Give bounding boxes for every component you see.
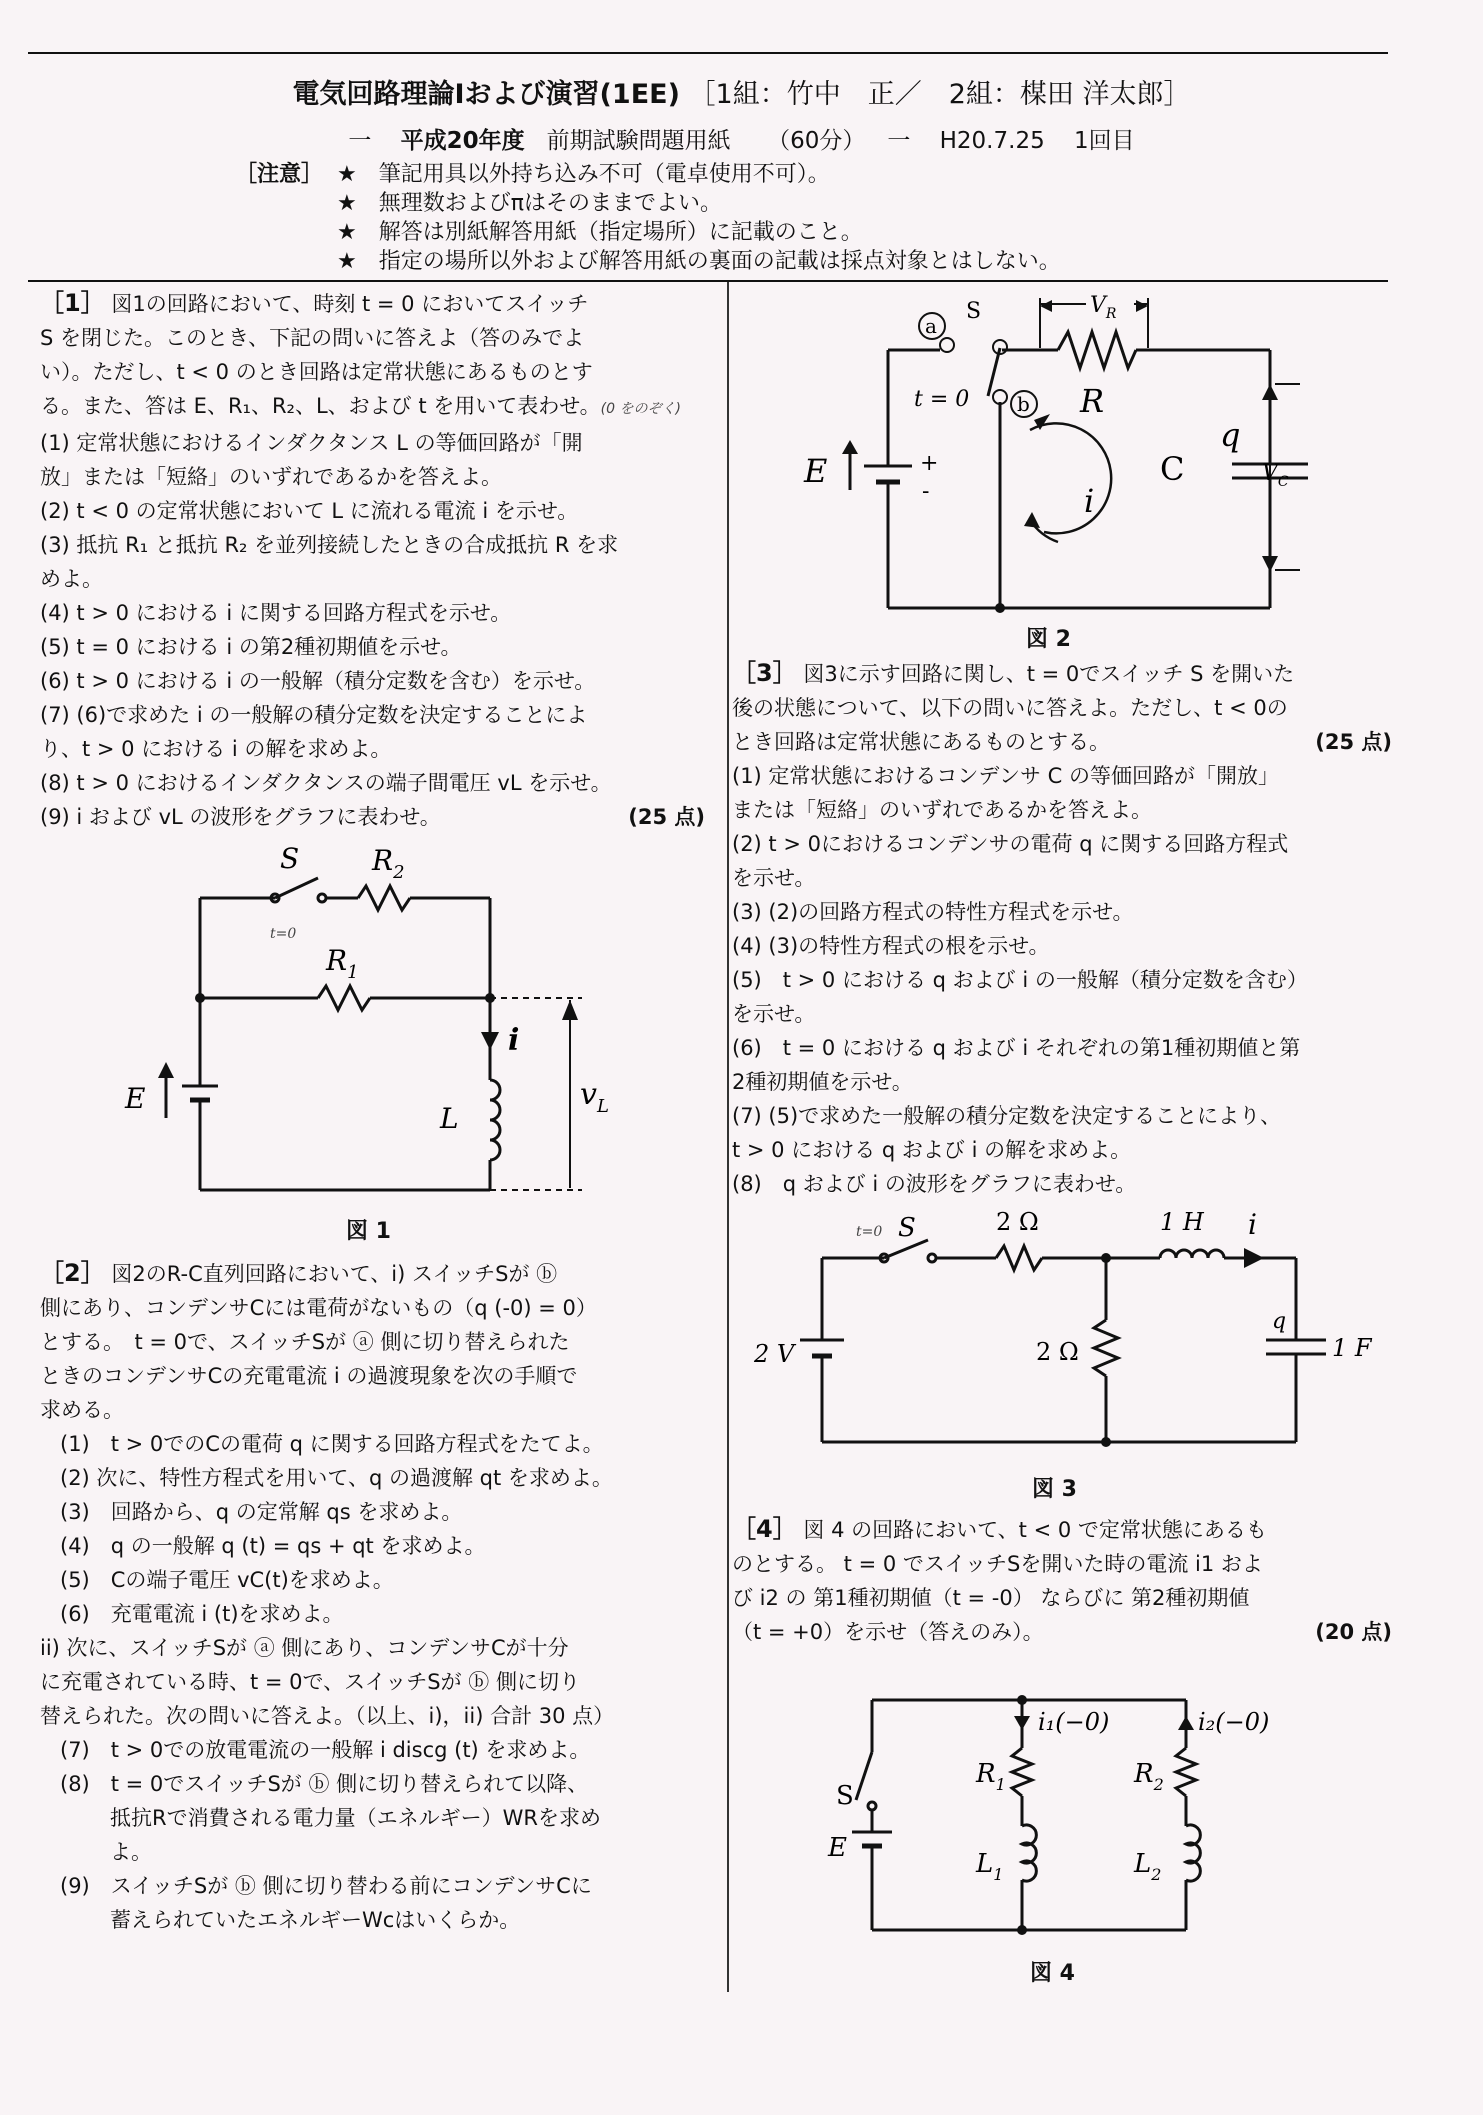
q1-intro-line: い）。ただし、t < 0 のとき回路は定常状態にあるものとす bbox=[40, 360, 593, 384]
q1-item: (1) 定常状態におけるインダクタンス L の等価回路が「開 bbox=[40, 431, 583, 455]
q3-item: を示せ。 bbox=[732, 1002, 816, 1026]
q4-intro-line: ［4］ 図 4 の回路において、t < 0 で定常状態にあるも bbox=[732, 1515, 1267, 1543]
q2-item: (9) スイッチSが ⓑ 側に切り替わる前にコンデンサCに bbox=[60, 1874, 592, 1898]
fig1-label-l: L bbox=[440, 1102, 459, 1135]
note-item: ★ 解答は別紙解答用紙（指定場所）に記載のこと。 bbox=[337, 220, 863, 245]
q2-part2-line: ii) 次に、スイッチSが ⓐ 側にあり、コンデンサCが十分 bbox=[40, 1636, 569, 1660]
figure-1-caption: 図 1 bbox=[346, 1219, 391, 1244]
q4-intro-line: （t = +0）を示せ（答えのみ）。 (20 点) bbox=[732, 1615, 1392, 1649]
subtitle-prefix: 一 bbox=[348, 128, 372, 154]
q2-number: ［2］ bbox=[40, 1259, 105, 1287]
fig1-label-s: S bbox=[280, 842, 300, 875]
fig2-label-e: E bbox=[804, 452, 828, 490]
q2-item: (8) t = 0でスイッチSが ⓑ 側に切り替えられて以降、 bbox=[60, 1772, 589, 1796]
q1-intro-line: る。また、答は E、R₁、R₂、L、および t を用いて表わせ。(0 をのぞく) bbox=[40, 394, 681, 418]
q3-points: (25 点) bbox=[1315, 730, 1392, 754]
q4-intro-line: び i2 の 第1種初期値（t = -0） ならびに 第2種初期値 bbox=[732, 1586, 1250, 1610]
q3-item: (7) (5)で求めた一般解の積分定数を決定することにより、 bbox=[732, 1104, 1282, 1128]
fig4-label-i1: i₁(−0) bbox=[1038, 1708, 1110, 1736]
q1-item: (8) t > 0 におけるインダクタンスの端子間電圧 vL を示せ。 bbox=[40, 771, 612, 795]
note-item: ★ 筆記用具以外持ち込み不可（電卓使用不可）。 bbox=[337, 162, 830, 187]
exam-duration: （60分） bbox=[767, 128, 866, 154]
q2-intro-line: ［2］ 図2のR-C直列回路において、i) スイッチSが ⓑ bbox=[40, 1259, 558, 1287]
fig2-label-a: a bbox=[925, 314, 937, 338]
q2-intro-line: ときのコンデンサCの充電電流 i の過渡現象を次の手順で bbox=[40, 1364, 578, 1388]
q2-intro-line: 側にあり、コンデンサCには電荷がないもの（q (-0) = 0） bbox=[40, 1296, 597, 1320]
q1-item: 放」または「短絡」のいずれであるかを答えよ。 bbox=[40, 465, 502, 489]
exam-term: 前期試験問題用紙 bbox=[546, 128, 731, 154]
q2-intro-line: とする。 t = 0で、スイッチSが ⓐ 側に切り替えられた bbox=[40, 1330, 570, 1354]
q3-intro-line: ［3］ 図3に示す回路に関し、t = 0でスイッチ S を開いた bbox=[732, 659, 1295, 687]
subtitle-dash: 一 bbox=[887, 128, 911, 154]
q2-item: (3) 回路から、q の定常解 qs を求めよ。 bbox=[60, 1500, 463, 1524]
fig3-label-s: S bbox=[898, 1213, 916, 1243]
fig3-label-t0: t=0 bbox=[856, 1224, 883, 1240]
fig2-label-q: q bbox=[1220, 416, 1241, 454]
fig3-label-r2: 2 Ω bbox=[1036, 1338, 1079, 1366]
handwritten-annotation: (0 をのぞく) bbox=[600, 401, 681, 417]
figure-2-caption: 図 2 bbox=[1026, 627, 1071, 652]
fig3-label-v: 2 V bbox=[754, 1340, 795, 1368]
fig2-label-t0: t = 0 bbox=[914, 387, 970, 412]
fig4-label-l2: $L_2$ bbox=[1134, 1849, 1162, 1884]
fig4-label-e: E bbox=[828, 1833, 847, 1863]
note-item: ★ 無理数およびπはそのままでよい。 bbox=[337, 191, 722, 216]
q2-intro-line: 求める。 bbox=[40, 1398, 124, 1422]
fig1-label-r2: $R_2$ bbox=[372, 844, 405, 883]
q1-number: ［1］ bbox=[40, 289, 105, 317]
q2-item: (5) Cの端子電圧 vC(t)を求めよ。 bbox=[60, 1568, 394, 1592]
exam-date: H20.7.25 bbox=[939, 128, 1045, 154]
q3-intro-line: 後の状態について、以下の問いに答えよ。ただし、t < 0の bbox=[732, 696, 1288, 720]
fig2-label-plus: + bbox=[920, 451, 939, 476]
q1-item: (6) t > 0 における i の一般解（積分定数を含む）を示せ。 bbox=[40, 669, 596, 693]
fig1-label-i: i bbox=[508, 1023, 520, 1058]
q2-part2-line: に充電されている時、t = 0で、スイッチSが ⓑ 側に切り bbox=[40, 1670, 580, 1694]
q1-item: り、t > 0 における i の解を求めよ。 bbox=[40, 737, 392, 761]
q3-item: (4) (3)の特性方程式の根を示せ。 bbox=[732, 934, 1050, 958]
fig2-label-vc: $V_C$ bbox=[1262, 461, 1289, 490]
fig2-label-vr: $V_R$ bbox=[1090, 293, 1117, 322]
fig2-label-s: S bbox=[966, 299, 982, 324]
q2-item: (1) t > 0でのCの電荷 q に関する回路方程式をたてよ。 bbox=[60, 1432, 604, 1456]
q3-item: を示せ。 bbox=[732, 866, 816, 890]
fig3-label-l: 1 H bbox=[1160, 1208, 1204, 1236]
q3-item: t > 0 における q および i の解を求めよ。 bbox=[732, 1138, 1132, 1162]
fig1-label-t0: t=0 bbox=[270, 926, 297, 942]
q1-intro-line: S を閉じた。このとき、下記の問いに答えよ（答のみでよ bbox=[40, 326, 585, 350]
fig3-label-q: q bbox=[1272, 1309, 1287, 1334]
q3-item: (1) 定常状態におけるコンデンサ C の等価回路が「開放」 bbox=[732, 764, 1280, 788]
q4-intro-line: のとする。 t = 0 でスイッチSを開いた時の電流 i1 およ bbox=[732, 1552, 1263, 1576]
q1-item: (4) t > 0 における i に関する回路方程式を示せ。 bbox=[40, 601, 512, 625]
q3-item: (3) (2)の回路方程式の特性方程式を示せ。 bbox=[732, 900, 1134, 924]
fig3-label-r1: 2 Ω bbox=[996, 1208, 1039, 1236]
q2-item: 蓄えられていたエネルギーWcはいくらか。 bbox=[110, 1908, 521, 1932]
note-item: ★ 指定の場所以外および解答用紙の裏面の記載は採点対象とはしない。 bbox=[337, 249, 1061, 274]
q3-item: (2) t > 0におけるコンデンサの電荷 q に関する回路方程式 bbox=[732, 832, 1289, 856]
notes-label: ［注意］ bbox=[235, 162, 324, 187]
fig4-label-l1: $L_1$ bbox=[976, 1849, 1004, 1884]
fig2-label-r: R bbox=[1080, 382, 1105, 420]
fig2-label-b: b bbox=[1017, 392, 1030, 416]
figure-3-caption: 図 3 bbox=[1032, 1477, 1077, 1502]
q4-number: ［4］ bbox=[732, 1515, 797, 1543]
q2-item: 抵抗Rで消費される電力量（エネルギー）WRを求め bbox=[110, 1806, 601, 1830]
q3-item: (5) t > 0 における q および i の一般解（積分定数を含む） bbox=[732, 968, 1308, 992]
q2-item: よ。 bbox=[110, 1840, 152, 1864]
q2-item: (6) 充電電流 i (t)を求めよ。 bbox=[60, 1602, 344, 1626]
q1-points: (25 点) bbox=[628, 805, 705, 829]
fig2-label-c: C bbox=[1160, 450, 1185, 488]
q1-item: (5) t = 0 における i の第2種初期値を示せ。 bbox=[40, 635, 462, 659]
fig2-label-minus: - bbox=[922, 479, 930, 504]
q2-item: (4) q の一般解 q (t) = qs + qt を求めよ。 bbox=[60, 1534, 486, 1558]
fig3-label-c: 1 F bbox=[1332, 1334, 1372, 1362]
fig3-label-i: i bbox=[1248, 1208, 1257, 1241]
course-title: 電気回路理論Ⅰおよび演習(1EE) bbox=[292, 79, 680, 110]
q1-item: (7) (6)で求めた i の一般解の積分定数を決定することによ bbox=[40, 703, 588, 727]
exam-year: 平成20年度 bbox=[400, 128, 525, 154]
q2-part2-line: 替えられた。次の問いに答えよ。（以上、i)，ii) 合計 30 点） bbox=[40, 1704, 615, 1728]
fig4-label-r1: $R_1$ bbox=[976, 1759, 1006, 1794]
q2-item: (7) t > 0での放電電流の一般解 i discg (t) を求めよ。 bbox=[60, 1738, 591, 1762]
instructors: ［1組：竹中 正／ 2組：楳田 洋太郎］ bbox=[688, 79, 1191, 110]
q3-item: または「短絡」のいずれであるかを答えよ。 bbox=[732, 798, 1152, 822]
fig4-label-s: S bbox=[836, 1781, 854, 1811]
fig1-label-vl: $v_L$ bbox=[580, 1077, 609, 1117]
q3-item: (6) t = 0 における q および i それぞれの第1種初期値と第 bbox=[732, 1036, 1301, 1060]
fig1-label-r1: $R_1$ bbox=[326, 944, 359, 983]
q3-intro-line: とき回路は定常状態にあるものとする。 (25 点) bbox=[732, 725, 1392, 759]
q1-item: (2) t < 0 の定常状態において L に流れる電流 i を示せ。 bbox=[40, 499, 579, 523]
fig2-label-i: i bbox=[1084, 482, 1095, 520]
q3-number: ［3］ bbox=[732, 659, 797, 687]
q1-item: めよ。 bbox=[40, 567, 103, 591]
figure-4-caption: 図 4 bbox=[1030, 1961, 1075, 1986]
q1-intro-line: ［1］ 図1の回路において、時刻 t = 0 においてスイッチ bbox=[40, 289, 589, 317]
fig4-label-r2: $R_2$ bbox=[1134, 1759, 1164, 1794]
q4-points: (20 点) bbox=[1315, 1620, 1392, 1644]
exam-session: 1回目 bbox=[1073, 128, 1135, 154]
q1-item: (3) 抵抗 R₁ と抵抗 R₂ を並列接続したときの合成抵抗 R を求 bbox=[40, 533, 619, 557]
q3-item: (8) q および i の波形をグラフに表わせ。 bbox=[732, 1172, 1137, 1196]
fig4-label-i2: i₂(−0) bbox=[1198, 1708, 1270, 1736]
q1-item: (9) i および vL の波形をグラフに表わせ。 (25 点) bbox=[40, 800, 705, 834]
q3-item: 2種初期値を示せ。 bbox=[732, 1070, 913, 1094]
fig1-label-e: E bbox=[125, 1082, 146, 1115]
q2-item: (2) 次に、特性方程式を用いて、q の過渡解 qt を求めよ。 bbox=[60, 1466, 613, 1490]
